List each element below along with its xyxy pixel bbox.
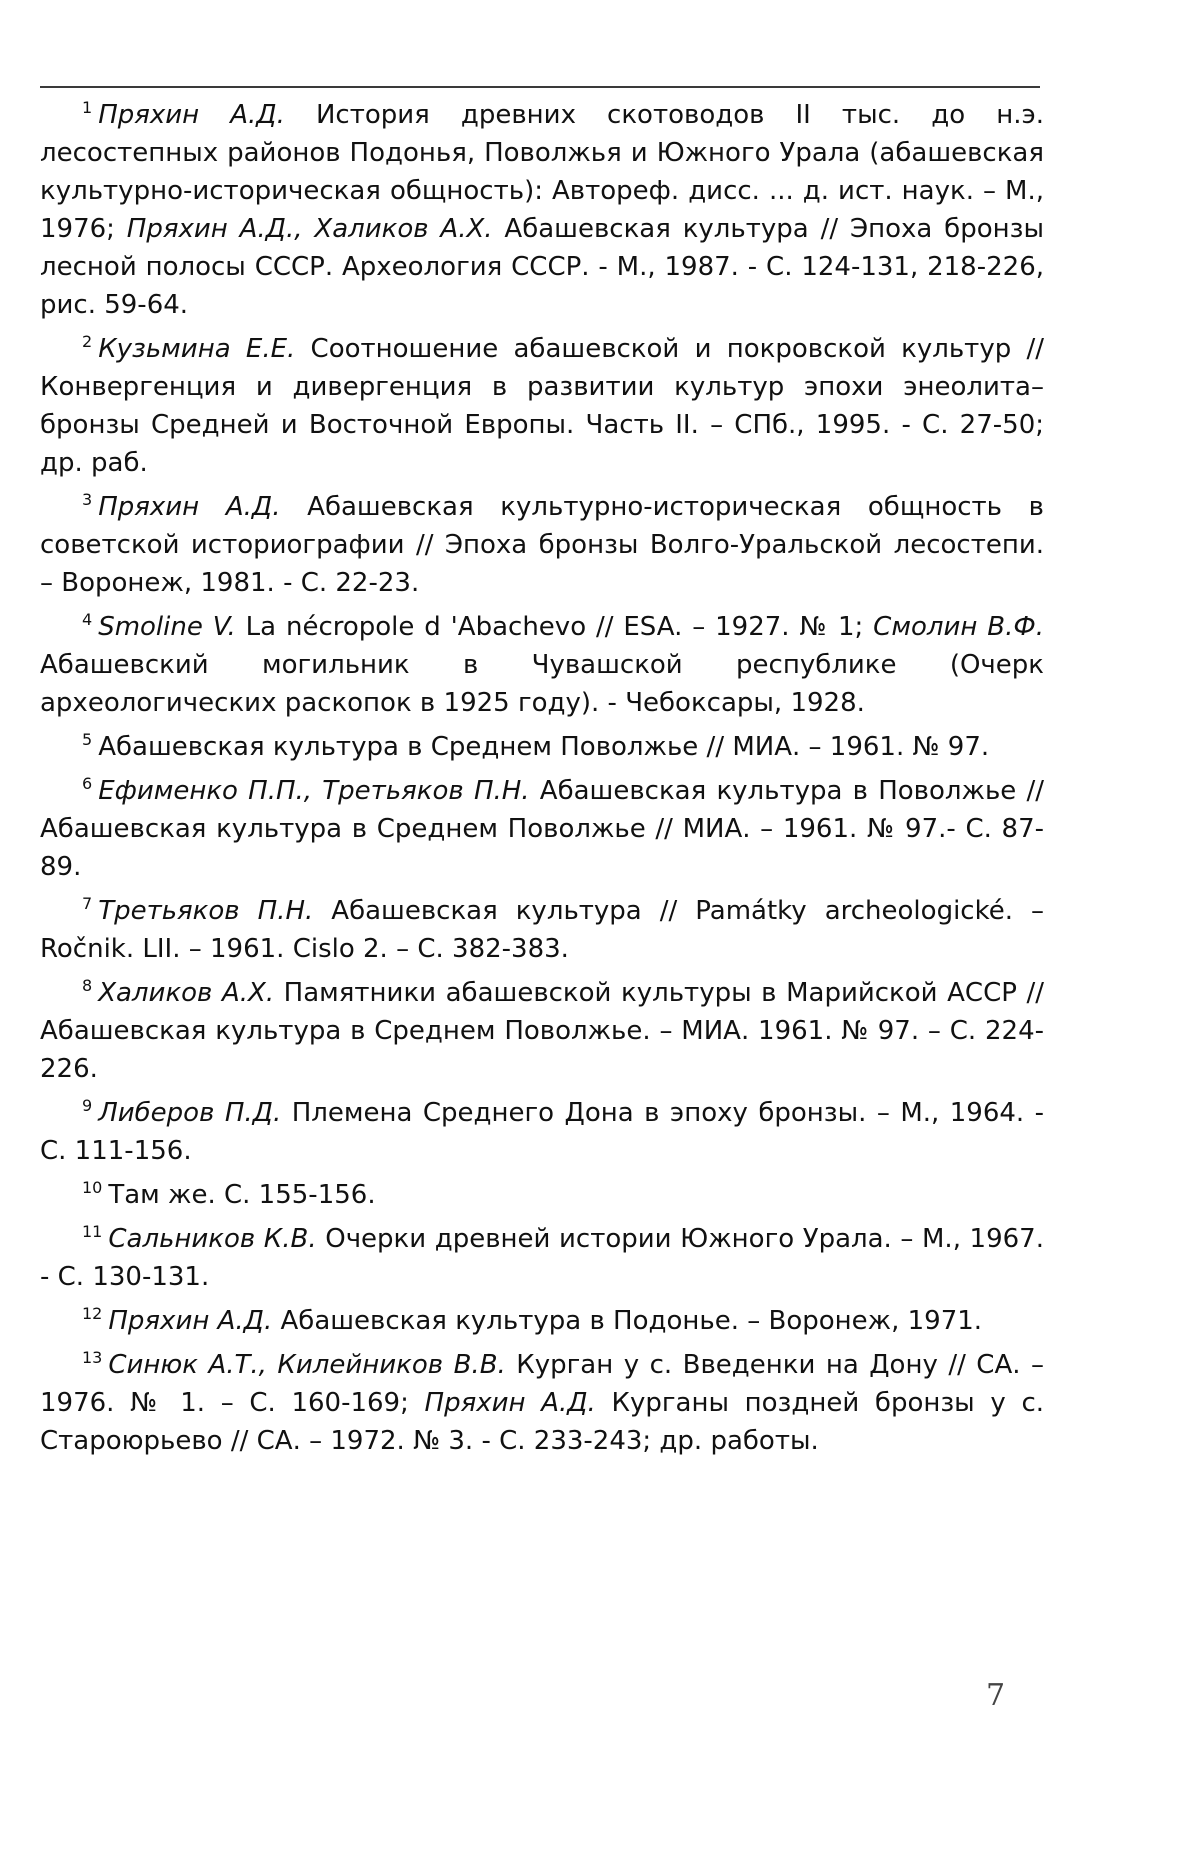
footnote-author: Пряхин А.Д. — [108, 1306, 273, 1336]
footnote-text: Абашевская культура // Эпоха бронзы лесной полосы СССР. Археология СССР. - М., 1987. - С. 124-131, 218-226, рис. 59-64. — [40, 214, 1044, 320]
footnote-text: Там же. С. 155-156. — [108, 1180, 376, 1210]
footnote-number: 10 — [82, 1178, 103, 1198]
footnote-number: 13 — [82, 1348, 103, 1368]
footnote-text: Абашевская культура в Среднем Поволжье // МИА. – 1961. № 97. — [98, 732, 990, 762]
footnote-author: Либеров П.Д. — [98, 1098, 282, 1128]
footnote-text: История древних скотоводов II тыс. до н.э. лесостепных районов Подонья, Поволжья и Южного Урала (абашевская культурно-историческая общность): Автореф. дисс. ... д. ист. наук. – М., 1976; — [40, 100, 1044, 244]
footnote-author: Халиков А.Х. — [98, 978, 275, 1008]
footnote-text: Абашевская культура в Подонье. – Воронеж, 1971. — [272, 1306, 983, 1336]
footnote-text: La nécropole d 'Abachevo // ESA. – 1927. № 1; — [235, 612, 874, 642]
footnote-author: Пряхин А.Д. — [424, 1388, 596, 1418]
footnote-number: 1 — [82, 98, 93, 118]
footnote — [40, 1220, 1044, 1302]
footnote-separator-rule — [40, 86, 1040, 88]
footnote-number: 11 — [82, 1222, 103, 1242]
footnote-author: Сальников К.В. — [108, 1224, 317, 1254]
footnote-text: Памятники абашевской культуры в Марийской АССР // Абашевская культура в Среднем Поволжье. – МИА. 1961. № 97. – С. 224-226. — [40, 978, 1044, 1084]
footnote-author: Смолин В.Ф. — [873, 612, 1044, 642]
footnote — [40, 974, 1044, 1094]
footnote-text: Курганы поздней бронзы у с. Староюрьево // СА. – 1972. № 3. - С. 233-243; др. работы. — [40, 1388, 1045, 1456]
footnote-author: Пряхин А.Д., Халиков А.Х. — [126, 214, 493, 244]
footnote-author: Кузьмина Е.Е. — [98, 334, 296, 364]
footnote — [40, 892, 1044, 974]
footnote-author: Пряхин А.Д. — [98, 492, 281, 522]
footnote-author: Третьяков П.Н. — [98, 896, 314, 926]
footnote-number: 6 — [82, 774, 93, 794]
footnote-author: Smoline V. — [98, 612, 236, 642]
footnote-number: 12 — [82, 1304, 103, 1324]
footnote — [40, 488, 1044, 608]
footnote — [40, 772, 1044, 892]
footnote-number: 5 — [82, 730, 93, 750]
footnote-text: Абашевский могильник в Чувашской республике (Очерк археологических раскопок в 1925 году). - Чебоксары, 1928. — [40, 650, 1044, 718]
footnote-number: 3 — [82, 490, 93, 510]
footnote — [40, 96, 1044, 330]
footnote-number: 9 — [82, 1096, 93, 1116]
footnote-text: Абашевская культура // Památky archeologické. – Ročnik. LII. – 1961. Cislo 2. – С. 382-383. — [40, 896, 1044, 964]
footnote — [40, 728, 1044, 772]
footnote — [40, 1176, 1044, 1220]
footnote — [40, 1094, 1044, 1176]
footnote-text: Курган у с. Введенки на Дону // СА. – 1976. № 1. – С. 160-169; — [40, 1350, 1044, 1418]
footnote-text: Абашевская культура в Поволжье // Абашевская культура в Среднем Поволжье // МИА. – 1961. № 97.- С. 87-89. — [40, 776, 1044, 882]
footnote-number: 4 — [82, 610, 93, 630]
footnote-number: 8 — [82, 976, 93, 996]
footnote — [40, 1302, 1044, 1346]
footnote-author: Синюк А.Т., Килейников В.В. — [108, 1350, 506, 1380]
footnote-author: Ефименко П.П., Третьяков П.Н. — [98, 776, 530, 806]
footnote-text: Соотношение абашевской и покровской культур // Конвергенция и дивергенция в развитии культур эпохи энеолита–бронзы Средней и Восточной Европы. Часть II. – СПб., 1995. - С. 27-50; др. раб. — [40, 334, 1044, 478]
footnote — [40, 330, 1044, 488]
footnotes-block — [40, 96, 1044, 1466]
footnote — [40, 608, 1044, 728]
footnote-number: 2 — [82, 332, 93, 352]
footnote-text: Абашевская культурно-историческая общность в советской историографии // Эпоха бронзы Волго-Уральской лесостепи. – Воронеж, 1981. - С. 22-23. — [40, 492, 1044, 598]
footnote — [40, 1346, 1044, 1466]
footnote-number: 7 — [82, 894, 93, 914]
page-number: 7 — [986, 1678, 1006, 1713]
footnote-text: Очерки древней истории Южного Урала. – М., 1967. - С. 130-131. — [40, 1224, 1044, 1292]
footnote-text: Племена Среднего Дона в эпоху бронзы. – М., 1964. - С. 111-156. — [40, 1098, 1045, 1166]
footnote-author: Пряхин А.Д. — [98, 100, 285, 130]
